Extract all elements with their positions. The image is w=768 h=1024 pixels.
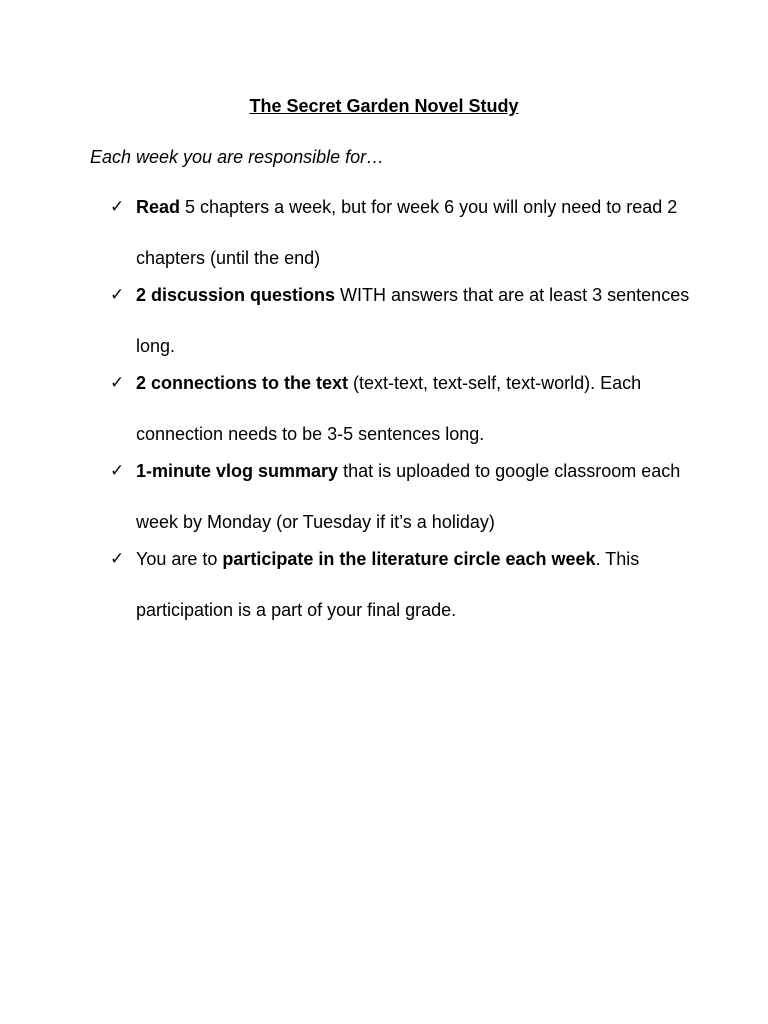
item-text-post: 5 chapters a week, but for week 6 you will only need to read 2 chapters (until the end) [136, 197, 678, 268]
check-mark-icon: ✓ [110, 461, 125, 481]
item-text-pre: You are to [136, 549, 223, 569]
intro-text: Each week you are responsible for… [90, 147, 385, 167]
item-text-bold: 2 connections to the text [136, 373, 349, 393]
item-text-bold: 1-minute vlog summary [136, 461, 339, 481]
item-text-post: that is uploaded to google classroom each week by Monday (or Tuesday if it’s a holiday) [136, 461, 681, 532]
item-text-post: WITH answers that are at least 3 sentences long. [136, 285, 690, 356]
check-mark-icon: ✓ [110, 285, 125, 305]
item-text-bold: 2 discussion questions [136, 285, 336, 305]
item-text-bold: participate in the literature circle each week [222, 549, 596, 569]
check-mark-icon: ✓ [110, 197, 125, 217]
document-title: The Secret Garden Novel Study [249, 96, 519, 116]
list-item [110, 534, 700, 635]
requirements-list [110, 195, 700, 635]
check-mark-icon: ✓ [110, 373, 125, 393]
item-text-bold: Read [136, 197, 181, 217]
list-item [110, 270, 700, 371]
list-item [110, 446, 700, 547]
list-item [110, 358, 700, 459]
item-text-post: (text-text, text-self, text-world). Each connection needs to be 3-5 sentences long. [136, 373, 642, 444]
check-mark-icon: ✓ [110, 549, 125, 569]
item-text-post: . This participation is a part of your final grade. [136, 549, 640, 620]
list-item [110, 182, 700, 283]
